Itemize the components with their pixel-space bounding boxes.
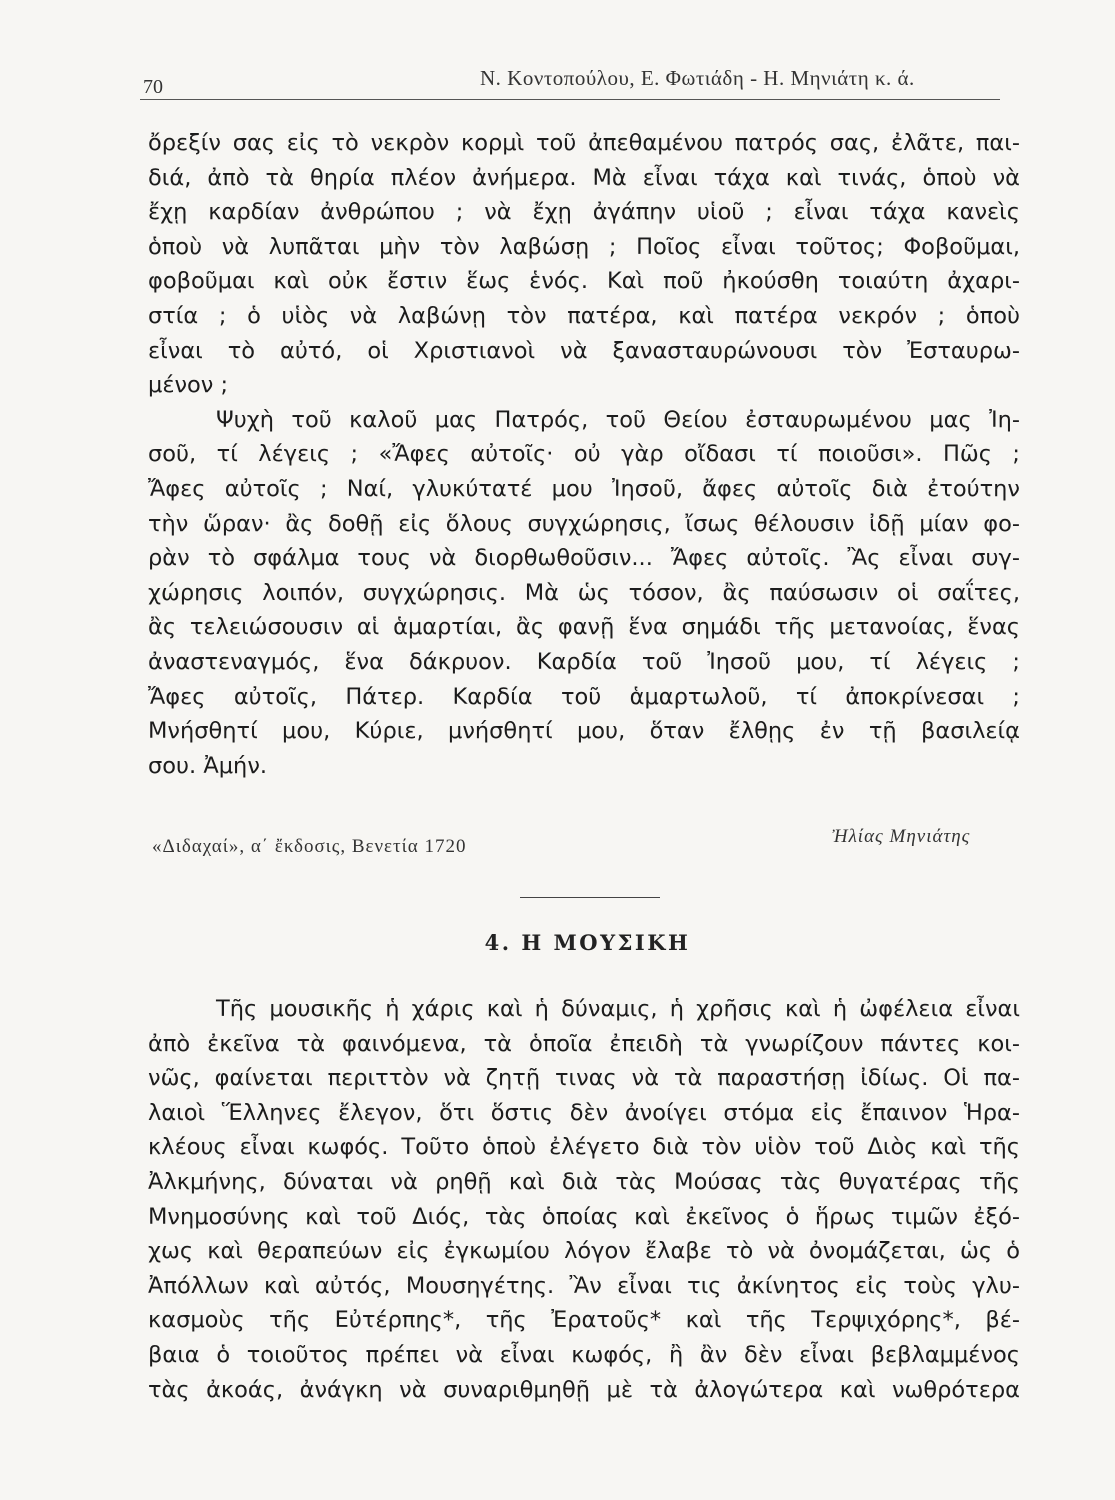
text-line: ἀπὸ ἐκεῖνα τὰ φαινόμενα, τὰ ὁποῖα ἐπειδὴ τὰ γνωρίζουν πάντες κοι- <box>148 1030 1020 1057</box>
text-line: νῶς, φαίνεται περιττὸν νὰ ζητῇ τινας νὰ τὰ παραστήσῃ ἰδίως. Οἱ πα- <box>148 1065 1020 1092</box>
section-divider <box>520 897 660 898</box>
text-line: Ἀλκμήνης, δύναται νὰ ρηθῇ καὶ διὰ τὰς Μούσας τὰς θυγατέρας τῆς <box>148 1168 1020 1195</box>
text-line: λαιοὶ Ἕλληνες ἔλεγον, ὅτι ὅστις δὲν ἀνοίγει στόμα εἰς ἔπαινον Ἡρα- <box>148 1099 1020 1126</box>
passage-text <box>148 126 1020 783</box>
text-line: Τῆς μουσικῆς ἡ χάρις καὶ ἡ δύναμις, ἡ χρῆσις καὶ ἡ ὠφέλεια εἶναι <box>216 996 1020 1022</box>
text-line: χώρησις λοιπόν, συγχώρησις. Μὰ ὡς τόσον, ἂς παύσωσιν οἱ σαΐτες, <box>148 579 1020 606</box>
page-number: 70 <box>143 76 163 98</box>
text-line: ἀναστεναγμός, ἕνα δάκρυον. Καρδία τοῦ Ἰησοῦ μου, τί λέγεις ; <box>148 648 1020 675</box>
text-line: χως καὶ θεραπεύων εἰς ἐγκωμίου λόγον ἔλαβε τὸ νὰ ὀνομάζεται, ὡς ὁ <box>148 1238 1020 1265</box>
text-line: κασμοὺς τῆς Εὐτέρπης*, τῆς Ἐρατοῦς* καὶ τῆς Τερψιχόρης*, βέ- <box>148 1307 1020 1334</box>
text-line: διά, ἀπὸ τὰ θηρία πλέον ἀνήμερα. Μὰ εἶναι τάχα καὶ τινάς, ὁποὺ νὰ <box>148 164 1020 191</box>
text-line: κλέους εἶναι κωφός. Τοῦτο ὁποὺ ἐλέγετο διὰ τὸν υἱὸν τοῦ Διὸς καὶ τῆς <box>148 1134 1020 1161</box>
text-line: εἶναι τὸ αὐτό, οἱ Χριστιανοὶ νὰ ξανασταυρώνουσι τὸν Ἐσταυρω- <box>148 337 1020 364</box>
text-line: Μνήσθητί μου, Κύριε, μνήσθητί μου, ὅταν ἔλθῃς ἐν τῇ βασιλείᾳ <box>148 718 1020 745</box>
text-line: ἂς τελειώσουσιν αἱ ἁμαρτίαι, ἂς φανῇ ἕνα σημάδι τῆς μετανοίας, ἕνας <box>148 614 1020 641</box>
text-line: ἔχῃ καρδίαν ἀνθρώπου ; νὰ ἔχῃ ἀγάπην υἱοῦ ; εἶναι τάχα κανεὶς <box>148 199 1020 226</box>
section-text <box>148 992 1020 1407</box>
text-line: Ἀπόλλων καὶ αὐτός, Μουσηγέτης. Ἂν εἶναι τις ἀκίνητος εἰς τοὺς γλυ- <box>148 1272 1020 1299</box>
text-line: σου. Ἀμήν. <box>148 752 268 779</box>
text-line: Ψυχὴ τοῦ καλοῦ μας Πατρός, τοῦ Θείου ἐσταυρωμένου μας Ἰη- <box>216 406 1020 433</box>
text-line: σοῦ, τί λέγεις ; «Ἄφες αὐτοῖς· οὐ γὰρ οἴδασι τί ποιοῦσι». Πῶς ; <box>148 441 1020 468</box>
text-line: τὴν ὥραν· ἂς δοθῇ εἰς ὅλους συγχώρησις, ἴσως θέλουσιν ἰδῇ μίαν φο- <box>148 510 1020 537</box>
text-line: βαια ὁ τοιοῦτος πρέπει νὰ εἶναι κωφός, ἢ ἂν δὲν εἶναι βεβλαμμένος <box>148 1341 1020 1368</box>
text-line: Ἄφες αὐτοῖς, Πάτερ. Καρδία τοῦ ἁμαρτωλοῦ, τί ἀποκρίνεσαι ; <box>148 683 1020 710</box>
text-line: τὰς ἀκοάς, ἀνάγκη νὰ συναριθμηθῇ μὲ τὰ ἀλογώτερα καὶ νωθρότερα <box>148 1376 1020 1403</box>
author-signature: Ἠλίας Μηνιάτης <box>832 826 971 847</box>
running-head: Ν. Κοντοπούλου, Ε. Φωτιάδη - Η. Μηνιάτη κ. ά. <box>480 66 915 90</box>
header-rule <box>140 99 1000 100</box>
text-line: ὄρεξίν σας εἰς τὸ νεκρὸν κορμὶ τοῦ ἀπεθαμένου πατρός σας, ἐλᾶτε, παι- <box>148 130 1020 156</box>
text-line: μένον ; <box>148 372 229 399</box>
text-line: στία ; ὁ υἱὸς νὰ λαβώνῃ τὸν πατέρα, καὶ πατέρα νεκρόν ; ὁποὺ <box>148 302 1020 329</box>
text-line: ρὰν τὸ σφάλμα τους νὰ διορθωθοῦσιν... Ἄφες αὐτοῖς. Ἂς εἶναι συγ- <box>148 545 1020 572</box>
section-heading: 4. Η ΜΟΥΣΙΚΗ <box>484 930 691 955</box>
text-line: Ἄφες αὐτοῖς ; Ναί, γλυκύτατέ μου Ἰησοῦ, ἄφες αὐτοῖς διὰ ἐτούτην <box>148 475 1020 502</box>
text-line: Μνημοσύνης καὶ τοῦ Διός, τὰς ὁποίας καὶ ἐκεῖνος ὁ ἥρως τιμῶν ἐξό- <box>148 1203 1020 1230</box>
text-line: ὁποὺ νὰ λυπᾶται μὴν τὸν λαβώσῃ ; Ποῖος εἶναι τοῦτος; Φοβοῦμαι, <box>148 233 1020 260</box>
source-citation: «Διδαχαί», α΄ ἔκδοσις, Βενετία 1720 <box>152 836 467 857</box>
text-line: φοβοῦμαι καὶ οὐκ ἔστιν ἕως ἑνός. Καὶ ποῦ ἠκούσθη τοιαύτη ἀχαρι- <box>148 268 1020 295</box>
